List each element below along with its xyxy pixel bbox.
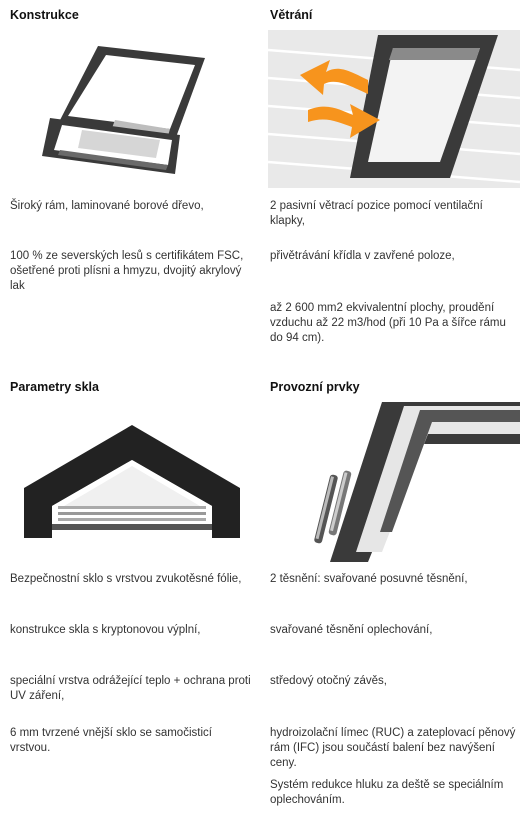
konstrukce-item: 100 % ze severských lesů s certifikátem FSC, ošetřené proti plísni a hmyzu, dvojitý akrylový lak <box>10 250 244 292</box>
heading-konstrukce: Konstrukce <box>10 8 79 22</box>
parametry-skla-item: Bezpečnostní sklo s vrstvou zvukotěsné fólie, <box>10 573 242 585</box>
vetrani-item: přivětrávání křídla v zavřené poloze, <box>270 250 455 262</box>
gasket-profile-icon <box>270 402 520 562</box>
provozni-prvky-item: Systém redukce hluku za deště se speciálním oplechováním. <box>270 779 504 806</box>
heading-vetrani: Větrání <box>270 8 313 22</box>
vetrani-item: 2 pasivní větrací pozice pomocí ventilační klapky, <box>270 200 483 227</box>
parametry-skla-item: speciální vrstva odrážející teplo + ochrana proti UV záření, <box>10 675 251 702</box>
open-roof-window-frame-icon <box>20 32 255 182</box>
parametry-skla-item: konstrukce skla s kryptonovou výplní, <box>10 624 201 636</box>
provozni-prvky-item: svařované těsnění oplechování, <box>270 624 433 636</box>
heading-provozni-prvky: Provozní prvky <box>270 380 360 394</box>
konstrukce-item: Široký rám, laminované borové dřevo, <box>10 200 204 212</box>
provozni-prvky-item: středový otočný závěs, <box>270 675 387 687</box>
glass-section-icon <box>22 420 242 540</box>
heading-parametry-skla: Parametry skla <box>10 380 99 394</box>
vetrani-item: až 2 600 mm2 ekvivalentní plochy, proudění vzduchu až 22 m3/hod (při 10 Pa a šířce rámu do 94 cm). <box>270 302 506 344</box>
parametry-skla-item: 6 mm tvrzené vnější sklo se samočisticí vrstvou. <box>10 727 212 754</box>
ventilation-airflow-icon <box>268 30 520 188</box>
provozni-prvky-item: 2 těsnění: svařované posuvné těsnění, <box>270 573 468 585</box>
provozni-prvky-item: hydroizolační límec (RUC) a zateplovací pěnový rám (IFC) jsou součástí balení bez navýšení ceny. <box>270 727 516 769</box>
